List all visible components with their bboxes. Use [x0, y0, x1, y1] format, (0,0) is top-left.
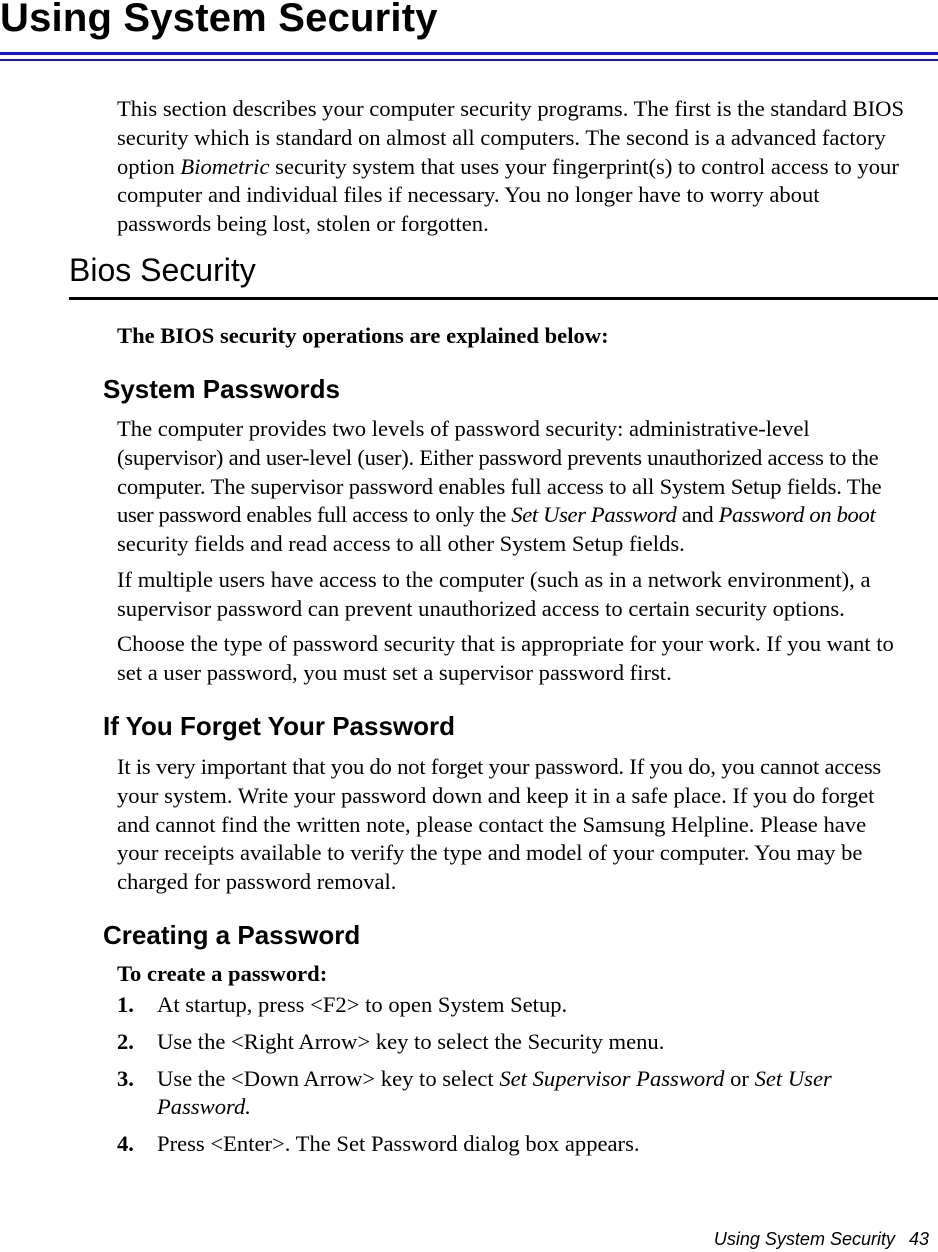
section-title: Bios Security — [69, 252, 256, 288]
step-item: 1. At startup, press <F2> to open System Setup. — [117, 992, 568, 1017]
steps-list — [117, 991, 937, 1159]
section-rule — [69, 297, 938, 300]
title-rule-top — [0, 52, 938, 55]
intro-paragraph: This section describes your computer security programs. The first is the standard BIOS security which is standard on almost all computers. The second is a advanced factory option Biometric security system that uses your fingerprint(s) to control access to your computer and individual files if necessary. You no longer have to worry about passwords being lost, stolen or forgotten. — [117, 96, 905, 237]
system-passwords-para-1: The computer provides two levels of password security: administrative-level (supervisor) and user-level (user). Either password prevents unauthorized access to the computer. The supervisor password enables full access to all System Setup fields. The user password enables full access to only the Set User Password and Password on boot security fields and read access to all other System Setup fields. — [117, 416, 882, 557]
biometric-term: Biometric — [180, 153, 270, 179]
step-item: 4. Press <Enter>. The Set Password dialog box appears. — [117, 1131, 640, 1157]
system-passwords-para-3: Choose the type of password security that is appropriate for your work. If you want to set a user password, you must set a supervisor password first. — [117, 631, 894, 685]
page-footer — [714, 1228, 929, 1250]
creating-password-lead: To create a password: — [117, 961, 328, 986]
creating-password-heading: Creating a Password — [103, 920, 361, 950]
step-item: 2. Use the <Right Arrow> key to select the Security menu. — [117, 1028, 665, 1054]
step-item: 3. Use the <Down Arrow> key to select Set Supervisor Password or Set User Password. — [117, 1065, 832, 1120]
forget-password-heading: If You Forget Your Password — [103, 711, 456, 741]
page-number: 43 — [908, 1229, 929, 1249]
forget-password-para: It is very important that you do not forget your password. If you do, you cannot access your system. Write your password down and keep it in a safe place. If you do forget and cannot find the written note, please contact the Samsung Helpline. Please have your receipts available to verify the type and model of your computer. You may be charged for password removal. — [117, 754, 882, 895]
system-passwords-para-2: If multiple users have access to the computer (such as in a network environment), a supervisor password can prevent unauthorized access to certain security options. — [117, 567, 871, 621]
footer-label: Using System Security — [713, 1229, 895, 1249]
title-rule-bottom — [0, 59, 938, 61]
chapter-title: Using System Security — [0, 0, 438, 40]
bios-lead: The BIOS security operations are explained below: — [117, 323, 609, 348]
system-passwords-heading: System Passwords — [103, 374, 341, 404]
